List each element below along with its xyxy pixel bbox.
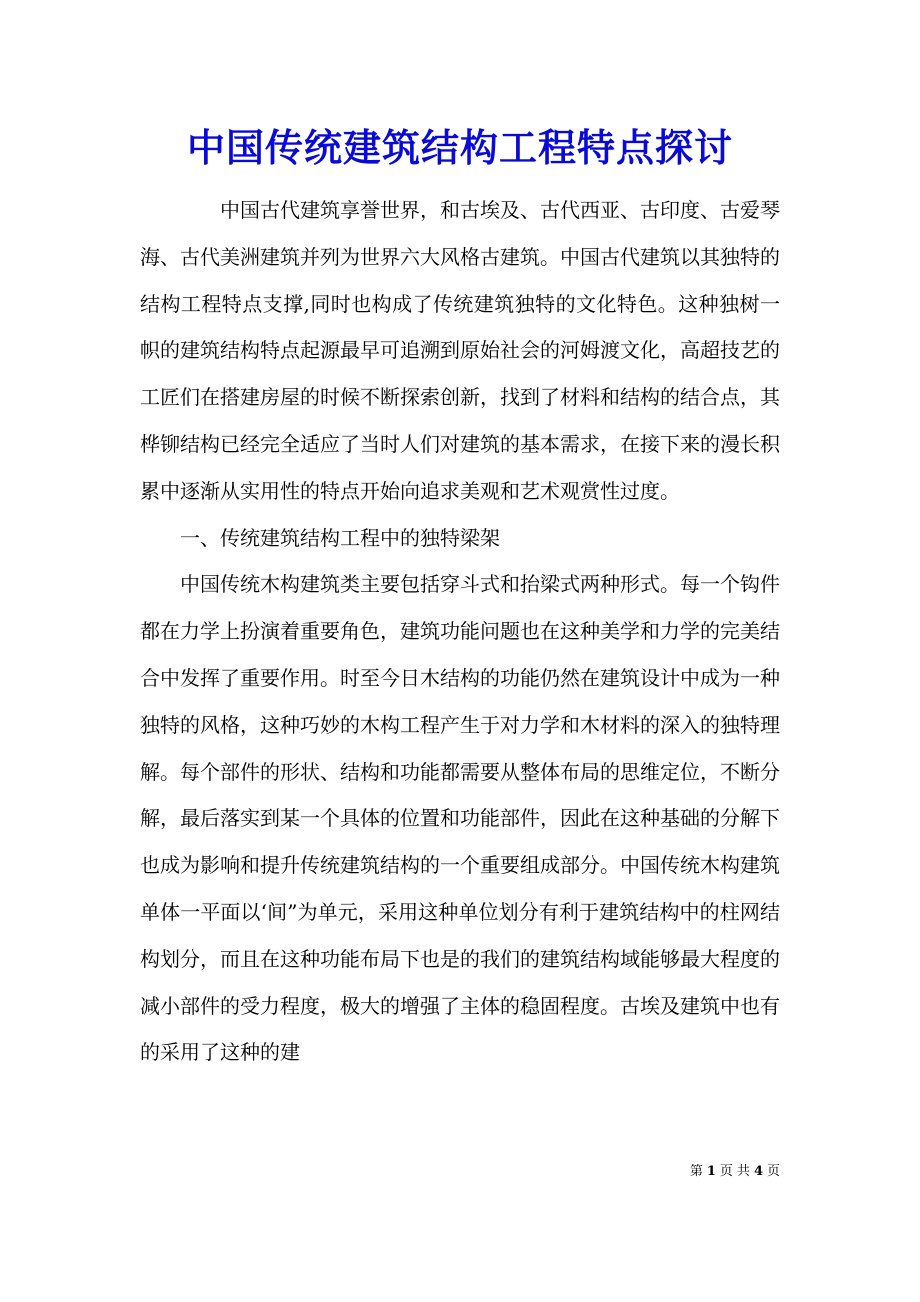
footer-label-unit2: 页 (766, 1164, 780, 1179)
document-title: 中国传统建筑结构工程特点探讨 (186, 125, 733, 170)
paragraph-beams: 中国传统木构建筑类主要包括穿斗式和抬梁式两种形式。每一个钩件都在力学上扮演着重要角色，建筑功能问题也在这种美学和力学的完美结合中发挥了重要作用。时至今日木结构的功能仍然在建筑设计中成为一种独特的风格，这种巧妙的木构工程产生于对力学和木材料的深入的独特理解。每个部件的形状、结构和功能都需要从整体布局的思维定位，不断分解，最后落实到某一个具体的位置和功能部件，因此在这种基础的分解下也成为影响和提升传统建筑结构的一个重要组成部分。中国传统木构建筑单体一平面以‘间”为单元，采用这种单位划分有利于建筑结构中的柱网结构划分，而且在这种功能布局下也是的我们的建筑结构域能够最大程度的减小部件的受力程度，极大的增强了主体的稳固程度。古埃及建筑中也有的采用了这种的建 (140, 572, 780, 1065)
document-body (140, 187, 780, 1076)
footer-label-page: 第 (689, 1164, 703, 1179)
section-heading: 一、传统建筑结构工程中的独特梁架 (180, 525, 500, 550)
footer-total-pages: 4 (753, 1164, 763, 1179)
paragraph-intro: 中国古代建筑享誉世界，和古埃及、古代西亚、古印度、古爱琴海、古代美洲建筑并列为世界六大风格古建筑。中国古代建筑以其独特的结构工程特点支撑,同时也构成了传统建筑独特的文化特色。这种独树一帜的建筑结构特点起源最早可追溯到原始社会的河姆渡文化，高超技艺的工匠们在搭建房屋的时候不断探索创新，找到了材料和结构的结合点，其桦铆结构已经完全适应了当时人们对建筑的基本需求，在接下来的漫长积累中逐渐从实用性的特点开始向追求美观和艺术观赏性过度。 (140, 198, 780, 503)
footer-label-total: 共 (736, 1164, 750, 1179)
footer-page-number: 1 (706, 1164, 716, 1179)
footer-label-unit: 页 (719, 1164, 733, 1179)
page-footer (600, 1162, 780, 1182)
